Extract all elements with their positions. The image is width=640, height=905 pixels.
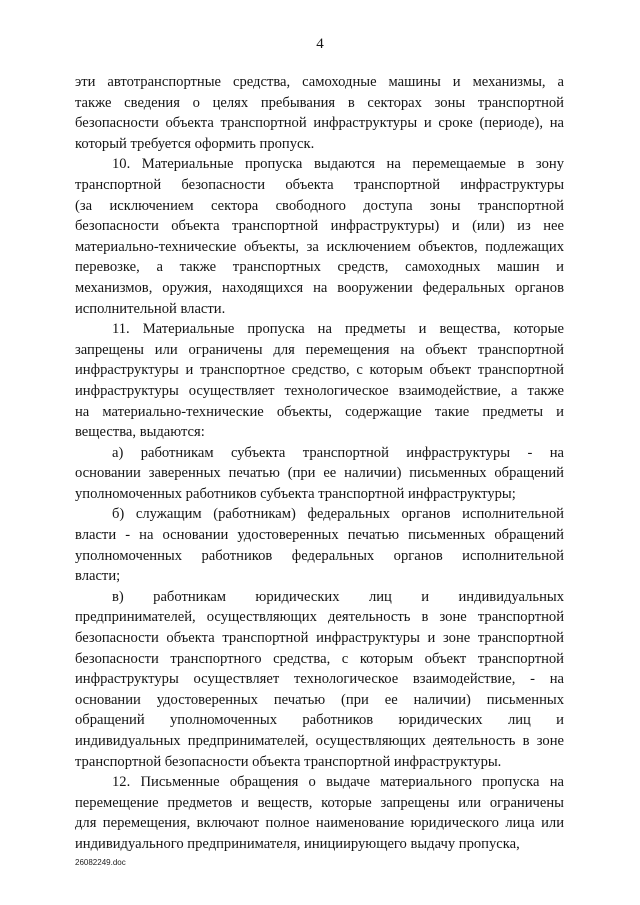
text-line: безопасности объекта транспортной инфраструктуры и сроке (периоде), на	[75, 115, 564, 132]
text-line: основании заверенных печатью (при ее наличии) письменных обращений	[75, 465, 564, 482]
text-line: механизмов, оружия, находящихся на вооружении федеральных органов	[75, 279, 564, 296]
text-line: индивидуального предпринимателя, инициирующего выдачу пропуска,	[75, 835, 520, 852]
text-line: вещества, выдаются:	[75, 424, 205, 441]
text-line: безопасности объекта транспортной инфраструктуры) и (или) из нее	[75, 218, 564, 235]
paragraph-item-11-b	[75, 504, 564, 586]
text-line: основании удостоверенных печатью (при ее наличии) письменных	[75, 691, 564, 708]
text-line: индивидуальных предпринимателей, осуществляющих деятельность в зоне	[75, 733, 564, 749]
text-line: запрещены или ограничены для перемещения на объект транспортной	[75, 341, 564, 358]
text-line: безопасности транспортного средства, с которым объект транспортной	[75, 650, 564, 667]
text-line: для перемещения, включают полное наименование юридического лица или	[75, 815, 564, 832]
text-line: уполномоченных работников субъекта транспортной инфраструктуры;	[75, 485, 516, 502]
text-line: в) работникам юридических лиц и индивидуальных	[112, 588, 564, 605]
text-line: материально-технические объекты, за исключением объектов, подлежащих	[75, 238, 564, 255]
paragraph-item-10	[75, 154, 564, 319]
text-line: 10. Материальные пропуска выдаются на перемещаемые в зону	[112, 156, 564, 173]
text-line: власти;	[75, 568, 121, 585]
text-line: транспортной безопасности объекта транспортной инфраструктуры	[75, 176, 564, 193]
text-line: который требуется оформить пропуск.	[75, 135, 315, 152]
text-line: 12. Письменные обращения о выдаче материального пропуска на	[112, 774, 564, 791]
text-line: безопасности объекта транспортной инфраструктуры и зоне транспортной	[75, 630, 564, 647]
text-line: а) работникам субъекта транспортной инфраструктуры - на	[112, 444, 564, 461]
text-line: 11. Материальные пропуска на предметы и вещества, которые	[112, 321, 564, 338]
text-line: транспортной безопасности объекта транспортной инфраструктуры.	[75, 753, 502, 770]
text-line: перемещение предметов и веществ, которые запрещены или ограничены	[75, 794, 564, 811]
paragraph-item-11	[75, 319, 564, 443]
document-file-name: 26082249.doc	[75, 858, 126, 867]
text-line: инфраструктуры и транспортное средство, с которым объект транспортной	[75, 362, 564, 379]
document-body	[75, 72, 564, 855]
text-line: перевозке, а также транспортных средств, самоходных машин и	[75, 259, 564, 276]
paragraph-item-11-a	[75, 443, 564, 505]
text-line: исполнительной власти.	[75, 300, 226, 317]
text-line: обращений уполномоченных работников юридических лиц и	[75, 712, 564, 729]
text-line: эти автотранспортные средства, самоходные машины и механизмы, а	[75, 74, 564, 90]
text-line: также сведения о целях пребывания в секторах зоны транспортной	[75, 94, 564, 111]
text-line: власти - на основании удостоверенных печатью письменных обращений	[75, 527, 564, 544]
paragraph-continuation	[75, 72, 564, 154]
text-line: инфраструктуры осуществляет технологическое взаимодействие, а также	[75, 382, 564, 399]
text-line: уполномоченных работников федеральных органов исполнительной	[75, 547, 564, 564]
text-line: на материально-технические объекты, содержащие такие предметы и	[75, 403, 564, 420]
text-line: инфраструктуры осуществляет технологическое взаимодействие, - на	[75, 671, 564, 688]
text-line: предпринимателей, осуществляющих деятельность в зоне транспортной	[75, 609, 564, 626]
paragraph-item-12	[75, 772, 564, 854]
text-line: б) служащим (работникам) федеральных органов исполнительной	[112, 506, 564, 523]
page-number: 4	[316, 36, 324, 52]
text-line: (за исключением сектора свободного доступа зоны транспортной	[75, 197, 564, 214]
paragraph-item-11-c	[75, 587, 564, 772]
